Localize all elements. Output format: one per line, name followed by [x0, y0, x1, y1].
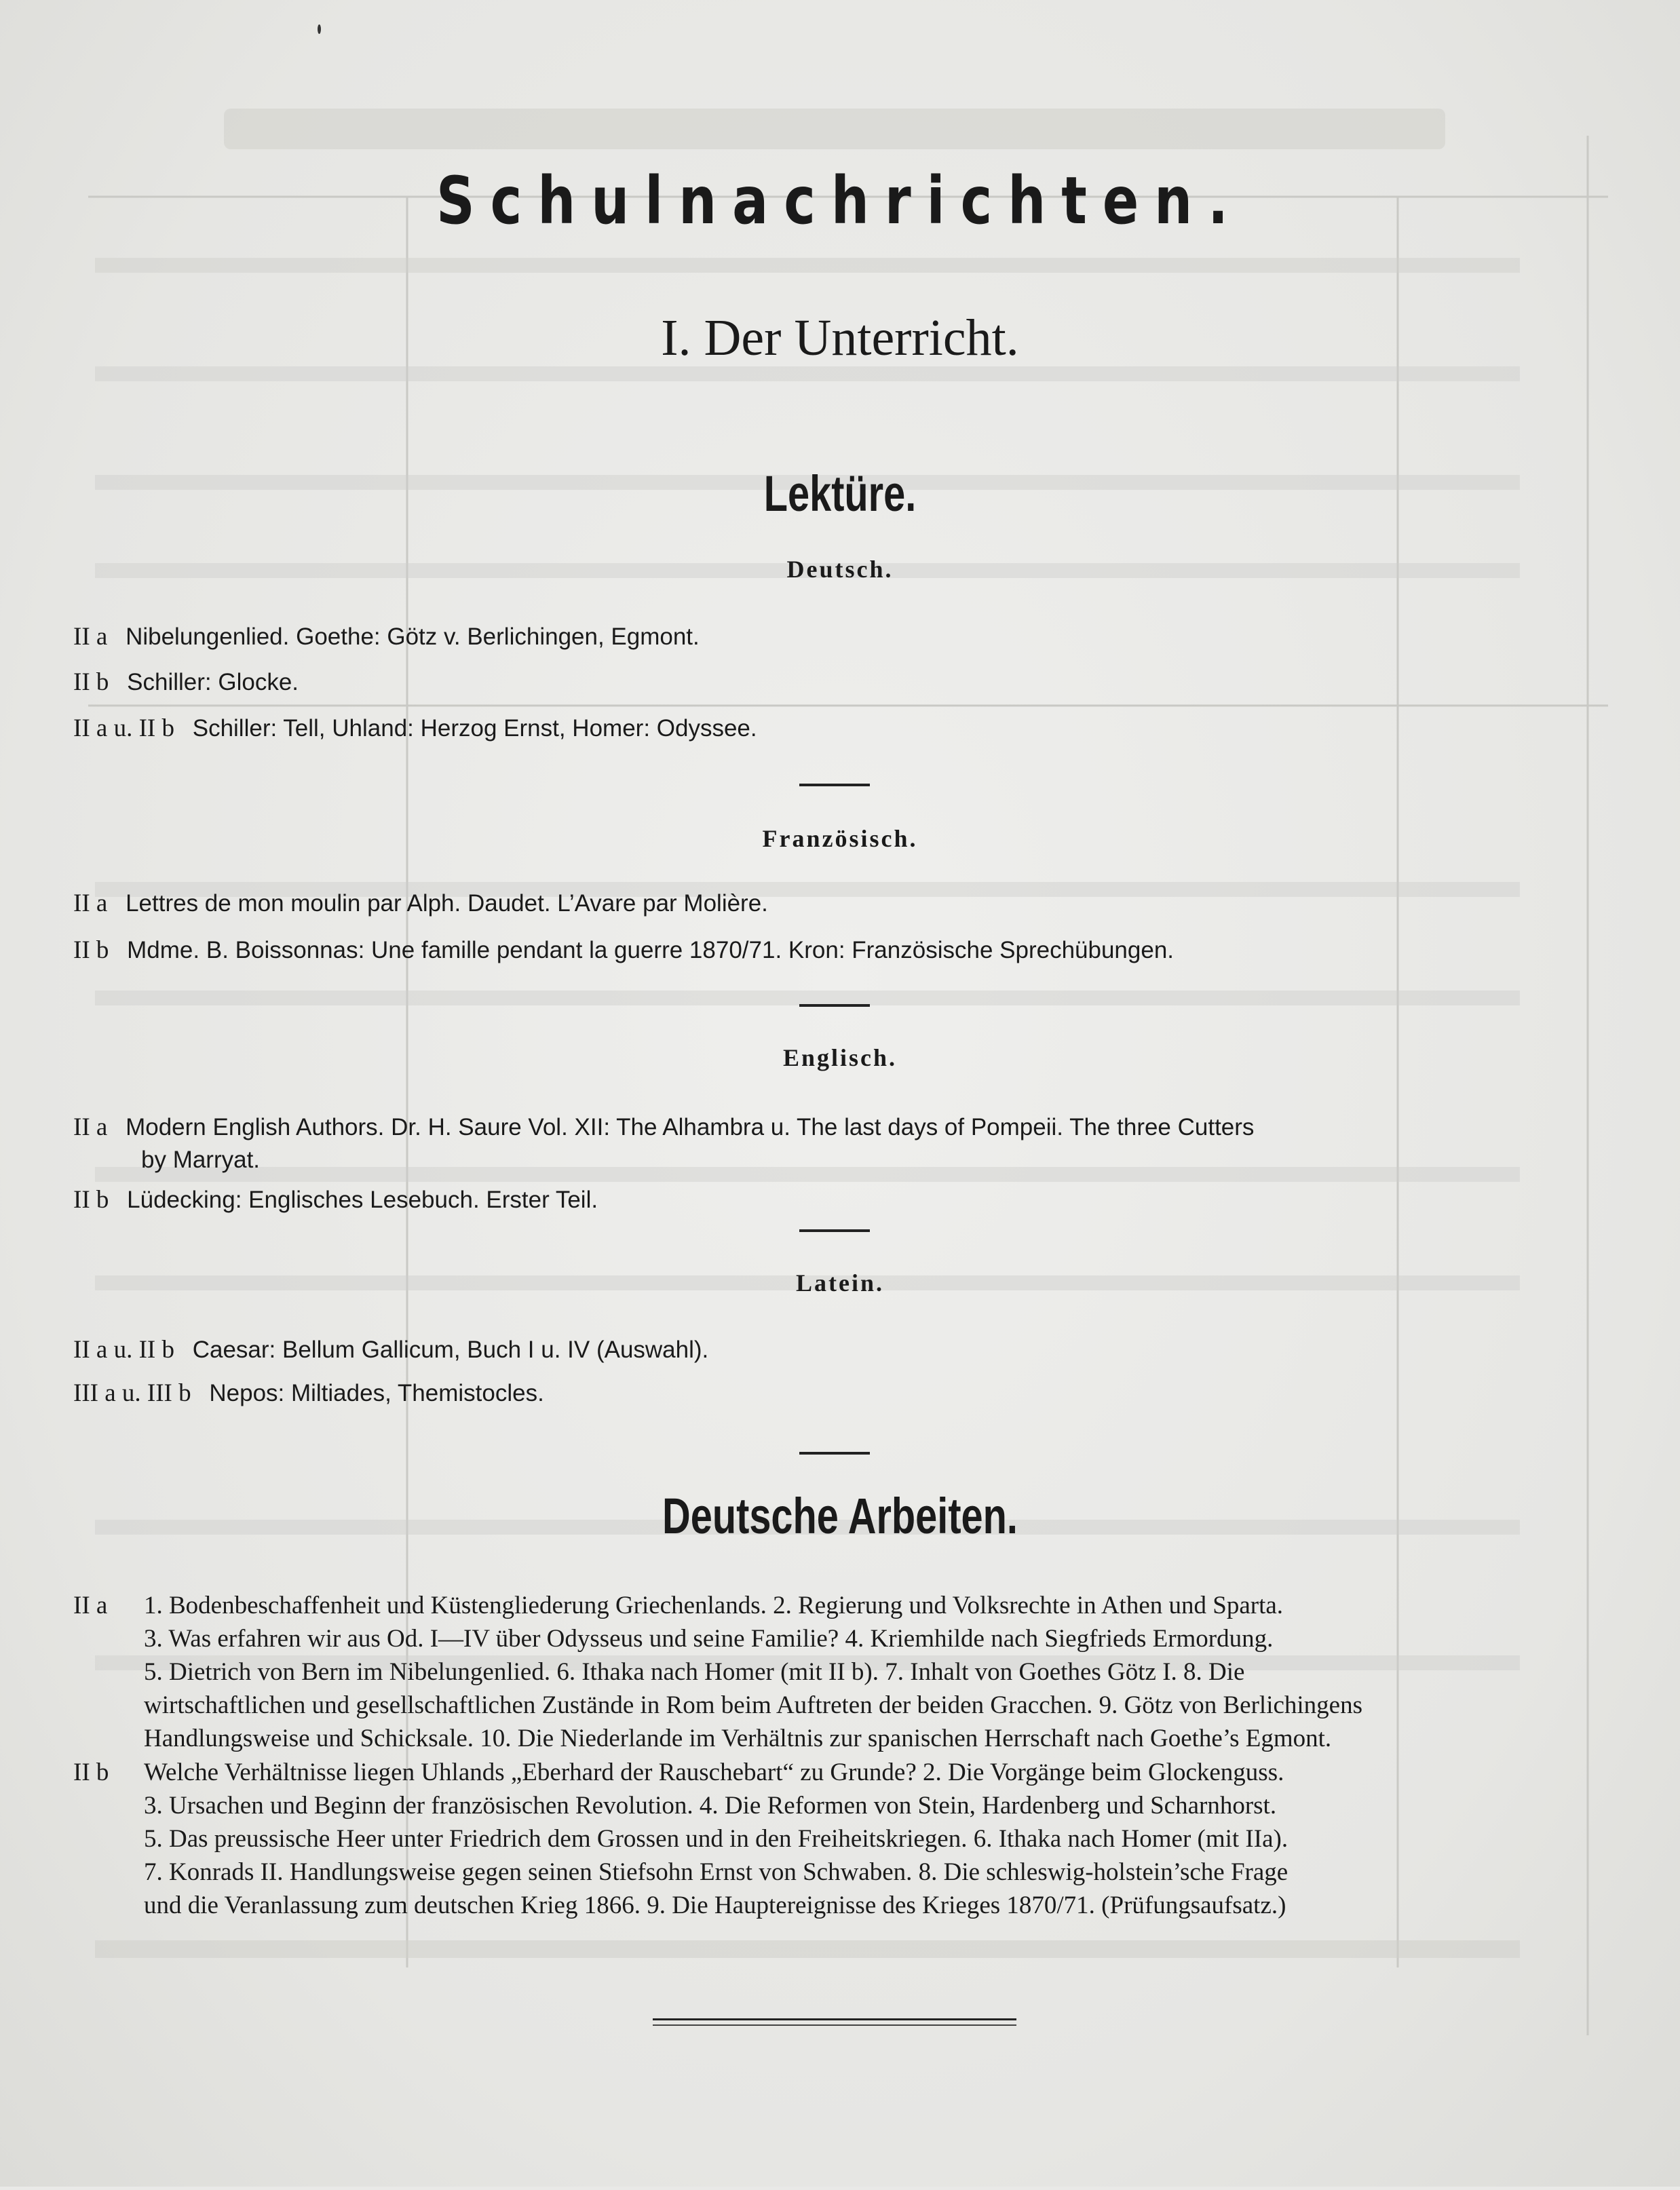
class-label: II a: [73, 1113, 108, 1141]
class-label: III a u. III b: [73, 1379, 191, 1407]
subsection-heading-latein: Latein.: [795, 1269, 884, 1296]
subsection-heading-englisch: Englisch.: [782, 1044, 898, 1071]
divider: [799, 1229, 870, 1232]
class-label: II b: [73, 1759, 109, 1786]
text-line: Welche Verhältnisse liegen Uhlands „Eberhard der Rauschebart“ zu Grunde? 2. Die Vorgänge beim Glockenguss.: [144, 1759, 1284, 1786]
arbeiten-entry-iia: [73, 1589, 1600, 1755]
class-label: II b: [73, 1186, 109, 1214]
text-line: Handlungsweise und Schicksale. 10. Die Niederlande im Verhältnis zur spanischen Herrschaft nach Goethe’s Egmont.: [144, 1725, 1332, 1752]
entry-text: Lettres de mon moulin par Alph. Daudet. L’Avare par Molière.: [126, 890, 768, 917]
text-line: 7. Konrads II. Handlungsweise gegen seinen Stiefsohn Ernst von Schwaben. 8. Die schleswig-holstein’sche Frage: [144, 1858, 1288, 1886]
list-item: [73, 934, 1600, 967]
divider: [799, 784, 870, 786]
list-item: [73, 887, 1600, 920]
list-item: [73, 1334, 1600, 1366]
entry-text: Nepos: Miltiades, Themistocles.: [209, 1380, 544, 1406]
divider: [799, 1452, 870, 1455]
entry-text-continued: by Marryat.: [141, 1147, 261, 1173]
part-title: I. Der Unterricht.: [661, 309, 1019, 366]
arbeiten-text: [144, 1756, 1600, 1922]
list-item: [73, 1111, 1600, 1176]
text-line: und die Veranlassung zum deutschen Krieg 1866. 9. Die Hauptereignisse des Krieges 1870/71. (Prüfungsaufsatz.): [144, 1891, 1286, 1919]
entry-text: Lüdecking: Englisches Lesebuch. Erster Teil.: [127, 1187, 598, 1213]
list-item: [73, 712, 1600, 745]
text-line: 5. Das preussische Heer unter Friedrich dem Grossen und in den Freiheitskriegen. 6. Ithaka nach Homer (mit IIa).: [144, 1825, 1288, 1853]
text-line: 3. Was erfahren wir aus Od. I—IV über Odysseus und seine Familie? 4. Kriemhilde nach Siegfrieds Ermordung.: [144, 1625, 1274, 1653]
print-speck: [318, 24, 321, 34]
list-item: [73, 621, 1600, 653]
entry-text: Schiller: Glocke.: [127, 669, 299, 695]
lektuere-heading: Lektüre.: [763, 465, 917, 522]
divider: [799, 1004, 870, 1007]
entry-text: Modern English Authors. Dr. H. Saure Vol. XII: The Alhambra u. The last days of Pompeii. The three Cutters: [126, 1114, 1255, 1140]
class-label: II a u. II b: [73, 1336, 174, 1364]
list-item: [73, 1377, 1600, 1410]
arbeiten-text: [144, 1589, 1600, 1755]
list-item: [73, 1184, 1600, 1216]
class-label: II b: [73, 936, 109, 964]
entry-text: Caesar: Bellum Gallicum, Buch I u. IV (Auswahl).: [192, 1337, 709, 1363]
text-line: 3. Ursachen und Beginn der französischen Revolution. 4. Die Reformen von Stein, Hardenberg und Scharnhorst.: [144, 1792, 1277, 1820]
subsection-heading-franzoesisch: Französisch.: [762, 825, 918, 852]
closing-double-rule: [653, 2018, 1016, 2026]
text-line: 1. Bodenbeschaffenheit und Küstengliederung Griechenlands. 2. Regierung und Volksrechte in Athen und Sparta.: [144, 1592, 1284, 1619]
text-line: wirtschaftlichen und gesellschaftlichen Zustände in Rom beim Auftreten der beiden Gracchen. 9. Götz von Berlichingens: [144, 1691, 1362, 1719]
class-label: II a: [73, 889, 108, 917]
entry-text: Nibelungenlied. Goethe: Götz v. Berlichingen, Egmont.: [126, 623, 700, 650]
arbeiten-entry-iib: [73, 1756, 1600, 1922]
text-line: 5. Dietrich von Bern im Nibelungenlied. 6. Ithaka nach Homer (mit II b). 7. Inhalt von Goethes Götz I. 8. Die: [144, 1658, 1245, 1686]
class-label: II a: [73, 623, 108, 651]
entry-text: Mdme. B. Boissonnas: Une famille pendant la guerre 1870/71. Kron: Französische Sprechübungen.: [127, 937, 1175, 963]
class-label: II b: [73, 668, 109, 696]
subsection-heading-deutsch: Deutsch.: [786, 556, 894, 583]
class-label: II a u. II b: [73, 714, 174, 742]
arbeiten-heading: Deutsche Arbeiten.: [662, 1488, 1018, 1544]
page-title: Schulnachrichten.: [436, 163, 1244, 239]
entry-text: Schiller: Tell, Uhland: Herzog Ernst, Homer: Odyssee.: [192, 715, 757, 742]
list-item: [73, 666, 1600, 699]
class-label: II a: [73, 1592, 108, 1619]
